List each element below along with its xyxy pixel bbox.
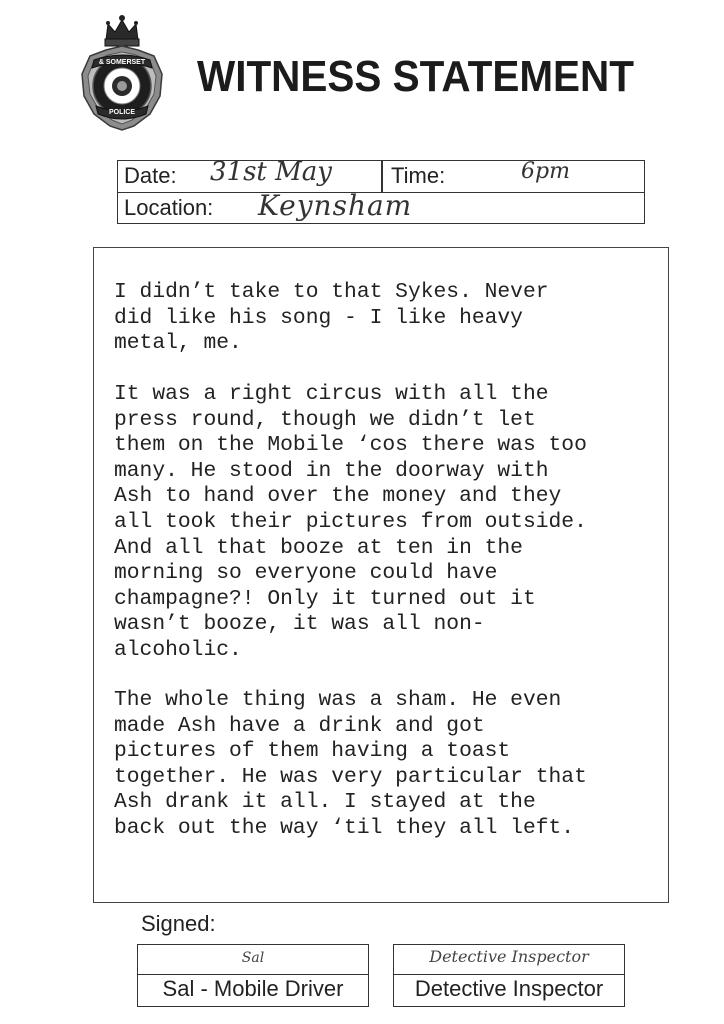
date-value: 31st May [210, 157, 332, 187]
location-value: Keynsham [258, 189, 413, 222]
statement-paragraph-3: The whole thing was a sham. He even made Ash have a drink and got pictures of them having a toast together. He was very particular that Ash drank it all. I stayed at the back out the way ‘til they all left. [114, 688, 587, 840]
statement-paragraph-1: I didn’t take to that Sykes. Never did like his song - I like heavy metal, me. [114, 280, 549, 356]
badge-bottom-text: POLICE [108, 109, 136, 116]
time-label: Time: [391, 163, 446, 188]
badge-top-text: & SOMERSET [98, 59, 146, 66]
crown-icon [105, 15, 139, 46]
location-label: Location: [124, 195, 214, 220]
witness-caption: Sal - Mobile Driver [162, 976, 344, 1001]
officer-signature-divider [394, 974, 624, 975]
officer-signature-box [393, 944, 625, 1007]
witness-signature: Sal [241, 950, 265, 966]
date-label: Date: [124, 163, 177, 188]
date-time-divider [381, 161, 383, 192]
info-box [117, 157, 645, 224]
officer-signature: Detective Inspector [429, 947, 589, 966]
police-badge-icon [78, 10, 166, 134]
statement-box [93, 247, 669, 903]
officer-caption: Detective Inspector [414, 976, 604, 1001]
time-value: 6pm [521, 159, 570, 184]
signed-label: Signed: [141, 911, 216, 936]
witness-signature-divider [138, 974, 368, 975]
witness-signature-box [137, 944, 369, 1007]
page-title: WITNESS STATEMENT [197, 52, 635, 101]
statement-paragraph-2: It was a right circus with all the press round, though we didn’t let them on the Mobile ‘cos there was too many. He stood in the doorway with Ash to hand over the money and they all took their pictures from outside. And all that booze at ten in the morning so everyone could have champagne?! Only it turned out it wasn’t booze, it was all non- alcoholic. [114, 382, 587, 662]
